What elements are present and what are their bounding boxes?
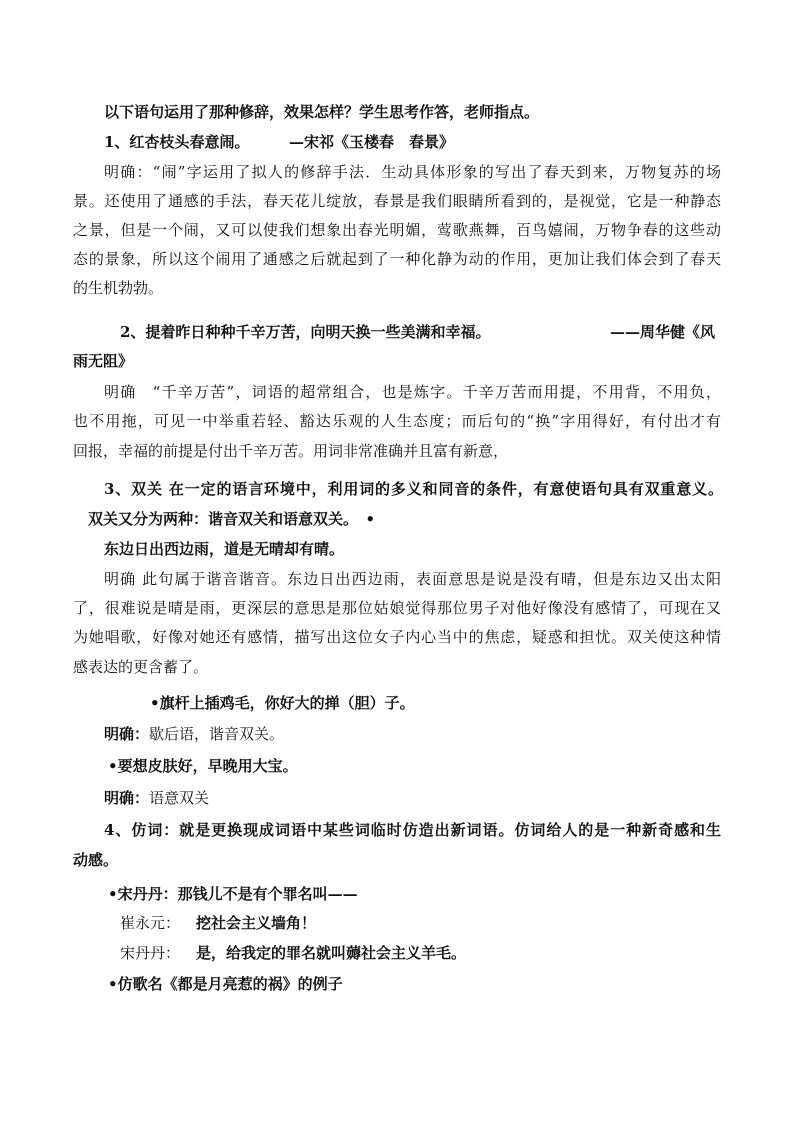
answer-text: 歇后语，谐音双关。	[149, 725, 285, 743]
item1-explanation-line: 的生机勃勃。	[73, 279, 164, 297]
item3-example: 东边日出西边雨，道是无晴却有晴。	[104, 540, 345, 558]
item3-types: 双关又分为两种：谐音双关和语意双关。 •	[88, 510, 376, 528]
speaker-name: 宋丹丹：	[120, 944, 181, 962]
item2-explanation-line: 也不用拖，可见一中举重若轻、豁达乐观的人生态度；而后句的“换”字用得好，有付出才有	[73, 412, 721, 430]
item1-explanation-line: 态的景象，所以这个闹用了通感之后就起到了一种化静为动的作用，更加让我们体会到了春天	[73, 250, 721, 268]
item3-example3: •要想皮肤好，早晚用大宝。	[108, 757, 298, 775]
dialogue-text: 是，给我定的罪名就叫薅社会主义羊毛。	[196, 944, 467, 962]
item2-explanation-line: 回报，幸福的前提是付出千辛万苦。用词非常准确并且富有新意，	[73, 442, 509, 460]
item3-example3-answer	[104, 787, 209, 809]
answer-label: 明确：	[104, 725, 150, 743]
item4-definition: 4、仿词：就是更换现成词语中某些词临时仿造出新词语。仿词给人的是一种新奇感和生	[104, 821, 721, 839]
item1-sentence: 1、红杏枝头春意闹。	[104, 133, 250, 151]
answer-text: 语意双关	[149, 789, 210, 807]
dialogue-text: 挖社会主义墙角！	[196, 914, 317, 932]
item3-explanation-line: 为她唱歌，好像对她还有感情，描写出这位女子内心当中的焦虑，疑惑和担忧。双关使这种情	[73, 628, 721, 646]
item3-explanation-line: 感表达的更含蓄了。	[73, 658, 209, 676]
intro-question: 以下语句运用了那种修辞，效果怎样？学生思考作答，老师指点。	[104, 103, 540, 121]
item4-dialogue-3	[120, 942, 466, 964]
item2-source: ——周华健《风	[610, 323, 716, 341]
item4-dialogue-1: •宋丹丹：那钱儿不是有个罪名叫——	[108, 885, 358, 903]
item3-definition: 3、双关 在一定的语言环境中，利用词的多义和同音的条件，有意使语句具有双重意义。	[104, 480, 723, 498]
item1-explanation-line: 景。还使用了通感的手法，春天花儿绽放，春景是我们眼睛所看到的，是视觉，它是一种静态	[73, 192, 721, 210]
item4-definition-cont: 动感。	[73, 851, 119, 869]
item3-example2: •旗杆上插鸡毛，你好大的掸（胆）子。	[150, 694, 415, 712]
item3-explanation-line: 了，很难说是晴是雨，更深层的意思是那位姑娘觉得那位男子对他好像没有感情了，可现在又	[73, 599, 721, 617]
item3-explanation-line: 明确 此句属于谐音谐音。东边日出西边雨，表面意思是说是没有晴，但是东边又出太阳	[104, 570, 721, 588]
item2-sentence: 2、提着昨日种种千辛万苦，向明天换一些美满和幸福。	[120, 323, 491, 341]
answer-label: 明确：	[104, 789, 150, 807]
item1-source: —宋祁《玉楼春 春景》	[289, 133, 455, 151]
item3-example2-answer	[104, 723, 284, 745]
speaker-name: 崔永元：	[120, 914, 181, 932]
item2-explanation-line: 明确 “千辛万苦”，词语的超常组合，也是炼字。千辛万苦而用提，不用背，不用负，	[104, 383, 721, 401]
item4-song-example: •仿歌名《都是月亮惹的祸》的例子	[108, 975, 343, 993]
item1-explanation-line: 之景，但是一个闹，又可以使我们想象出春光明媚，莺歌燕舞，百鸟嬉闹，万物争春的这些动	[73, 221, 721, 239]
item1-explanation-line: 明确：“闹”字运用了拟人的修辞手法．生动具体形象的写出了春天到来，万物复苏的场	[104, 163, 721, 181]
item4-dialogue-2	[120, 912, 316, 934]
item2-source-cont: 雨无阻》	[73, 352, 134, 370]
